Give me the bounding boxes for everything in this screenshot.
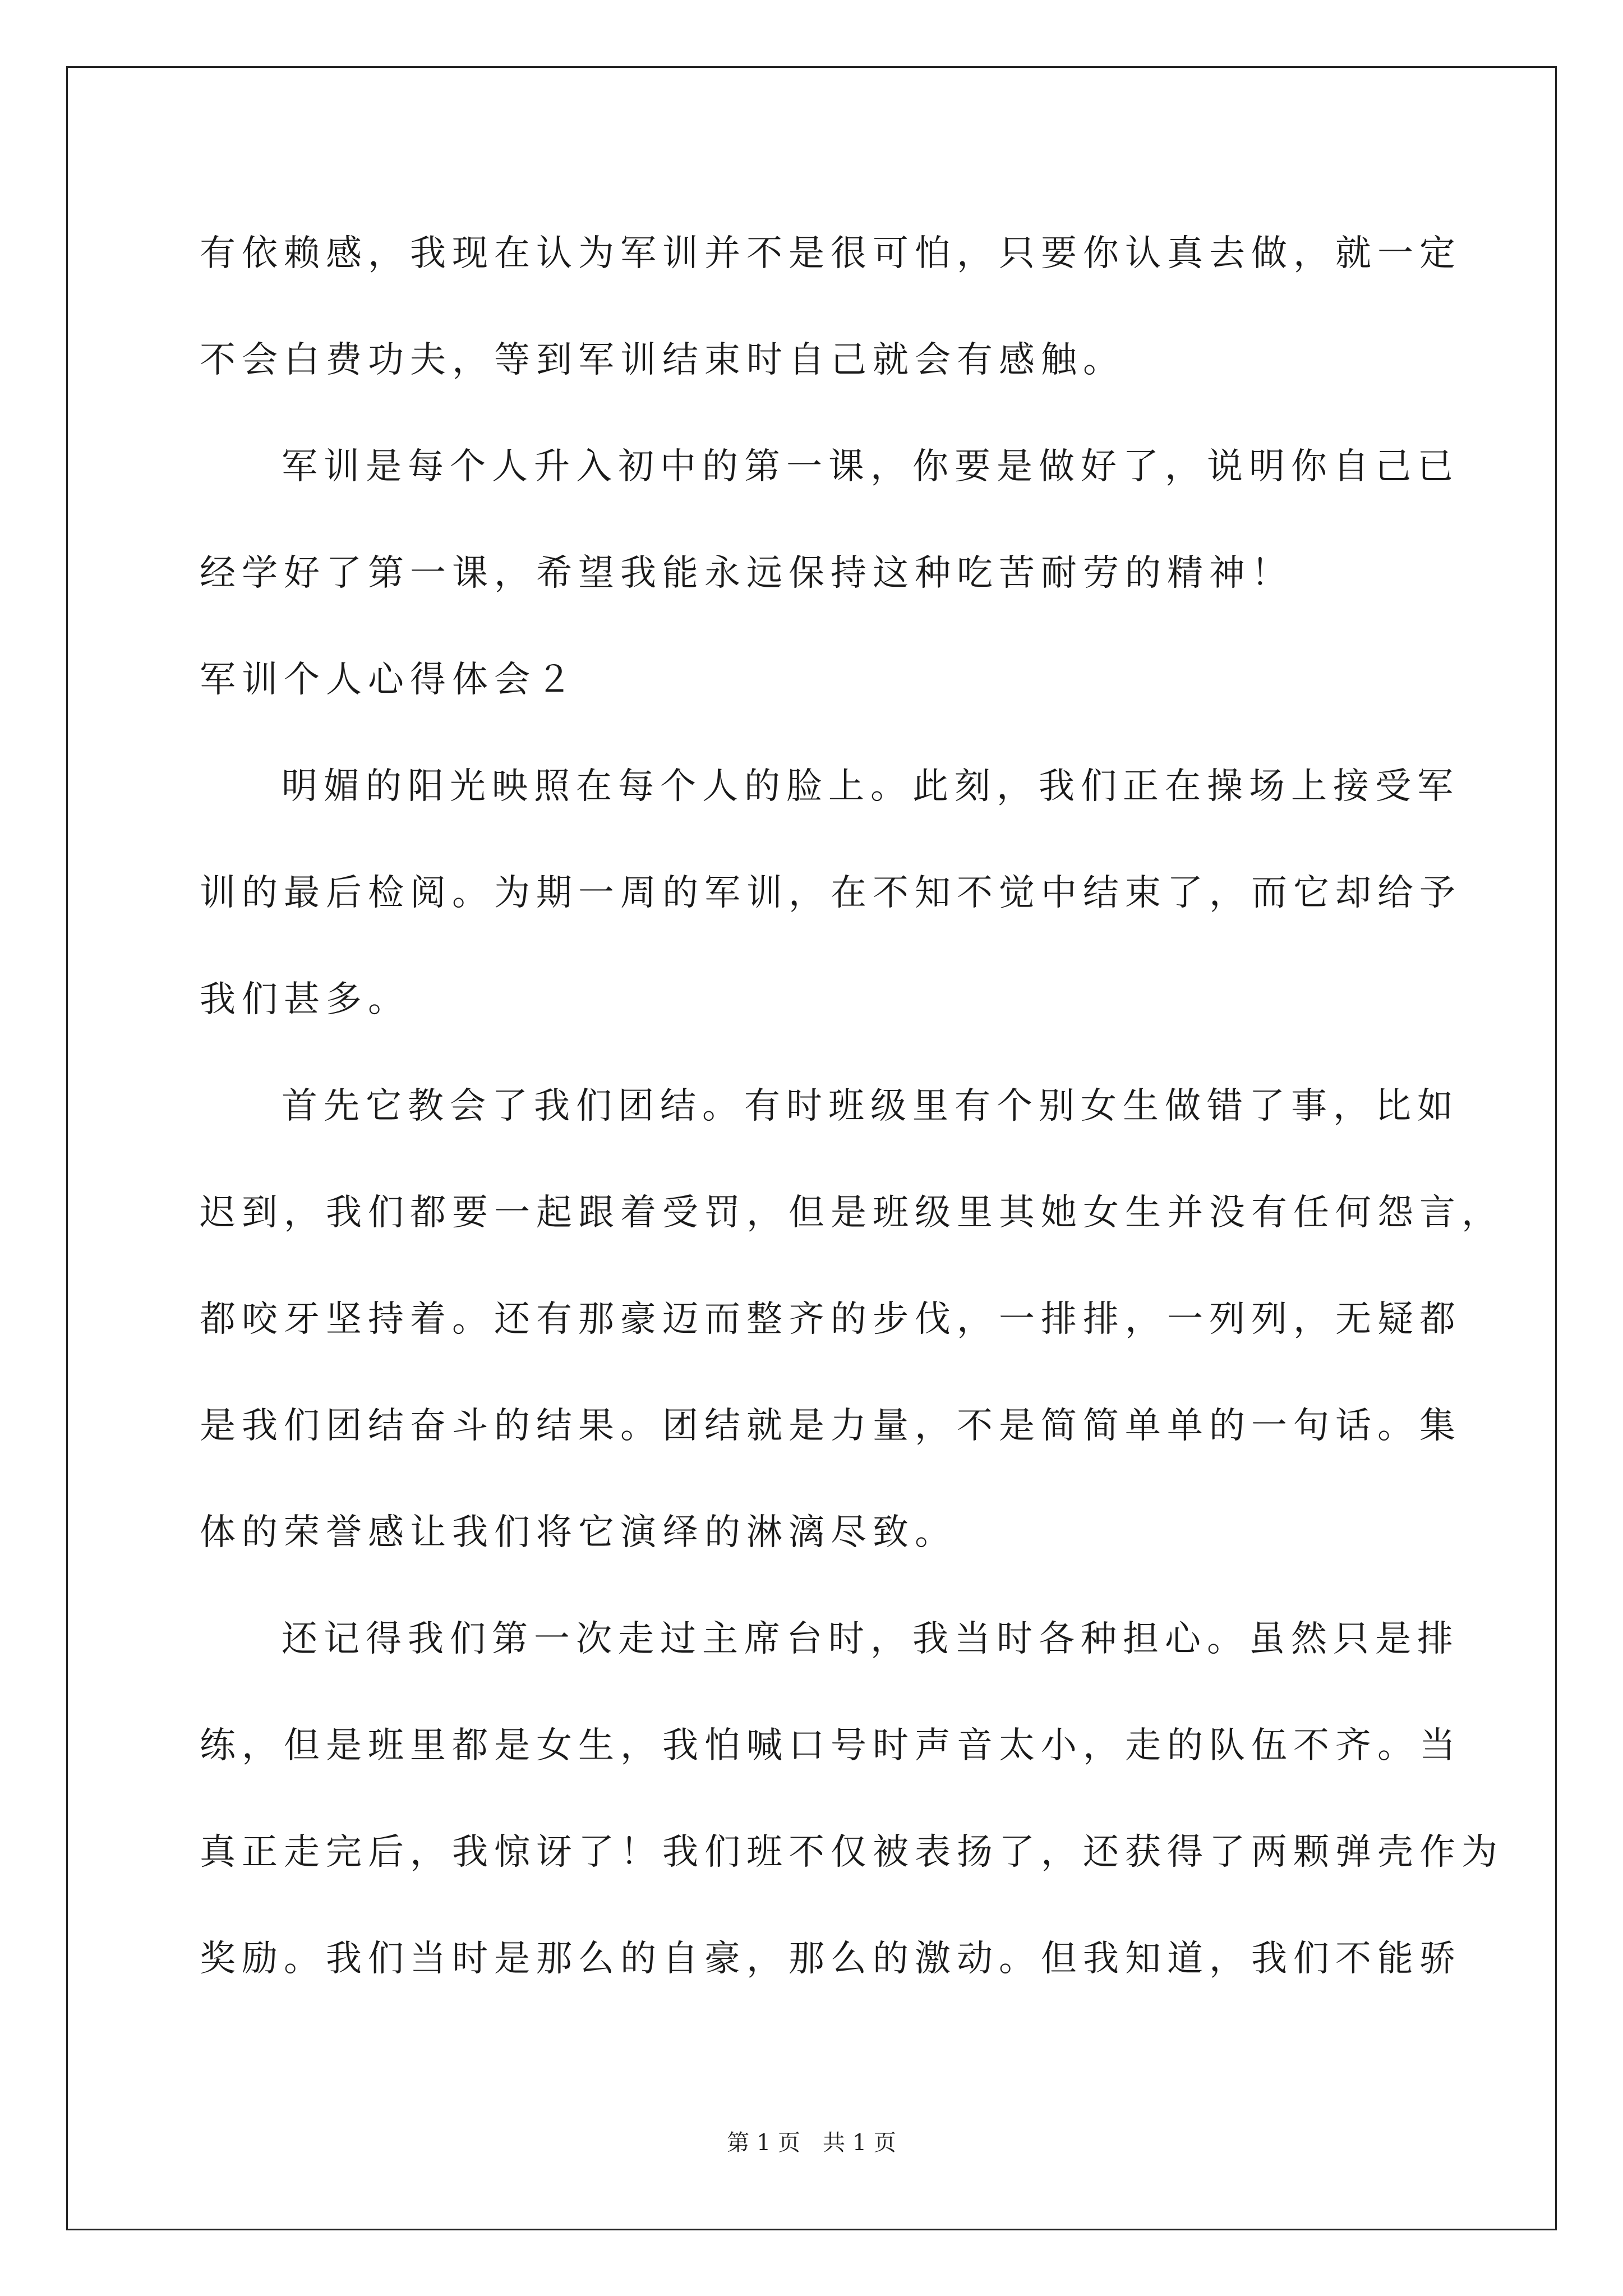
section-heading: 军训个人心得体会２ <box>200 659 578 701</box>
text-line-16: 真正走完后，我惊讶了！我们班不仅被表扬了，还获得了两颗弹壳作为 <box>200 1832 1504 1873</box>
text-line-7: 训的最后检阅。为期一周的军训，在不知不觉中结束了，而它却给予 <box>200 872 1461 914</box>
text-line-8: 我们甚多。 <box>200 979 410 1020</box>
page-number-footer: 第 1 页 共 1 页 <box>727 2130 896 2156</box>
text-line-4: 经学好了第一课，希望我能永远保持这种吃苦耐劳的精神！ <box>200 553 1293 594</box>
text-line-14: 还记得我们第一次走过主席台时，我当时各种担心。虽然只是排 <box>282 1618 1459 1660</box>
text-line-2: 不会白费功夫，等到军训结束时自己就会有感触。 <box>200 339 1125 381</box>
text-line-17: 奖励。我们当时是那么的自豪，那么的激动。但我知道，我们不能骄 <box>200 1938 1461 1980</box>
text-line-15: 练，但是班里都是女生，我怕喊口号时声音太小，走的队伍不齐。当 <box>200 1725 1461 1766</box>
text-line-6: 明媚的阳光映照在每个人的脸上。此刻，我们正在操场上接受军 <box>282 766 1459 807</box>
text-line-3: 军训是每个人升入初中的第一课，你要是做好了，说明你自己已 <box>282 446 1459 487</box>
text-line-12: 是我们团结奋斗的结果。团结就是力量，不是简简单单的一句话。集 <box>200 1405 1461 1447</box>
document-body <box>200 223 1504 2035</box>
text-line-1: 有依赖感，我现在认为军训并不是很可怕，只要你认真去做，就一定 <box>200 233 1461 274</box>
text-line-11: 都咬牙坚持着。还有那豪迈而整齐的步伐，一排排，一列列，无疑都 <box>200 1299 1461 1340</box>
text-line-9: 首先它教会了我们团结。有时班级里有个别女生做错了事，比如 <box>282 1085 1459 1127</box>
text-line-13: 体的荣誉感让我们将它演绎的淋漓尽致。 <box>200 1512 957 1553</box>
text-line-10: 迟到，我们都要一起跟着受罚，但是班级里其她女生并没有任何怨言， <box>200 1192 1504 1234</box>
